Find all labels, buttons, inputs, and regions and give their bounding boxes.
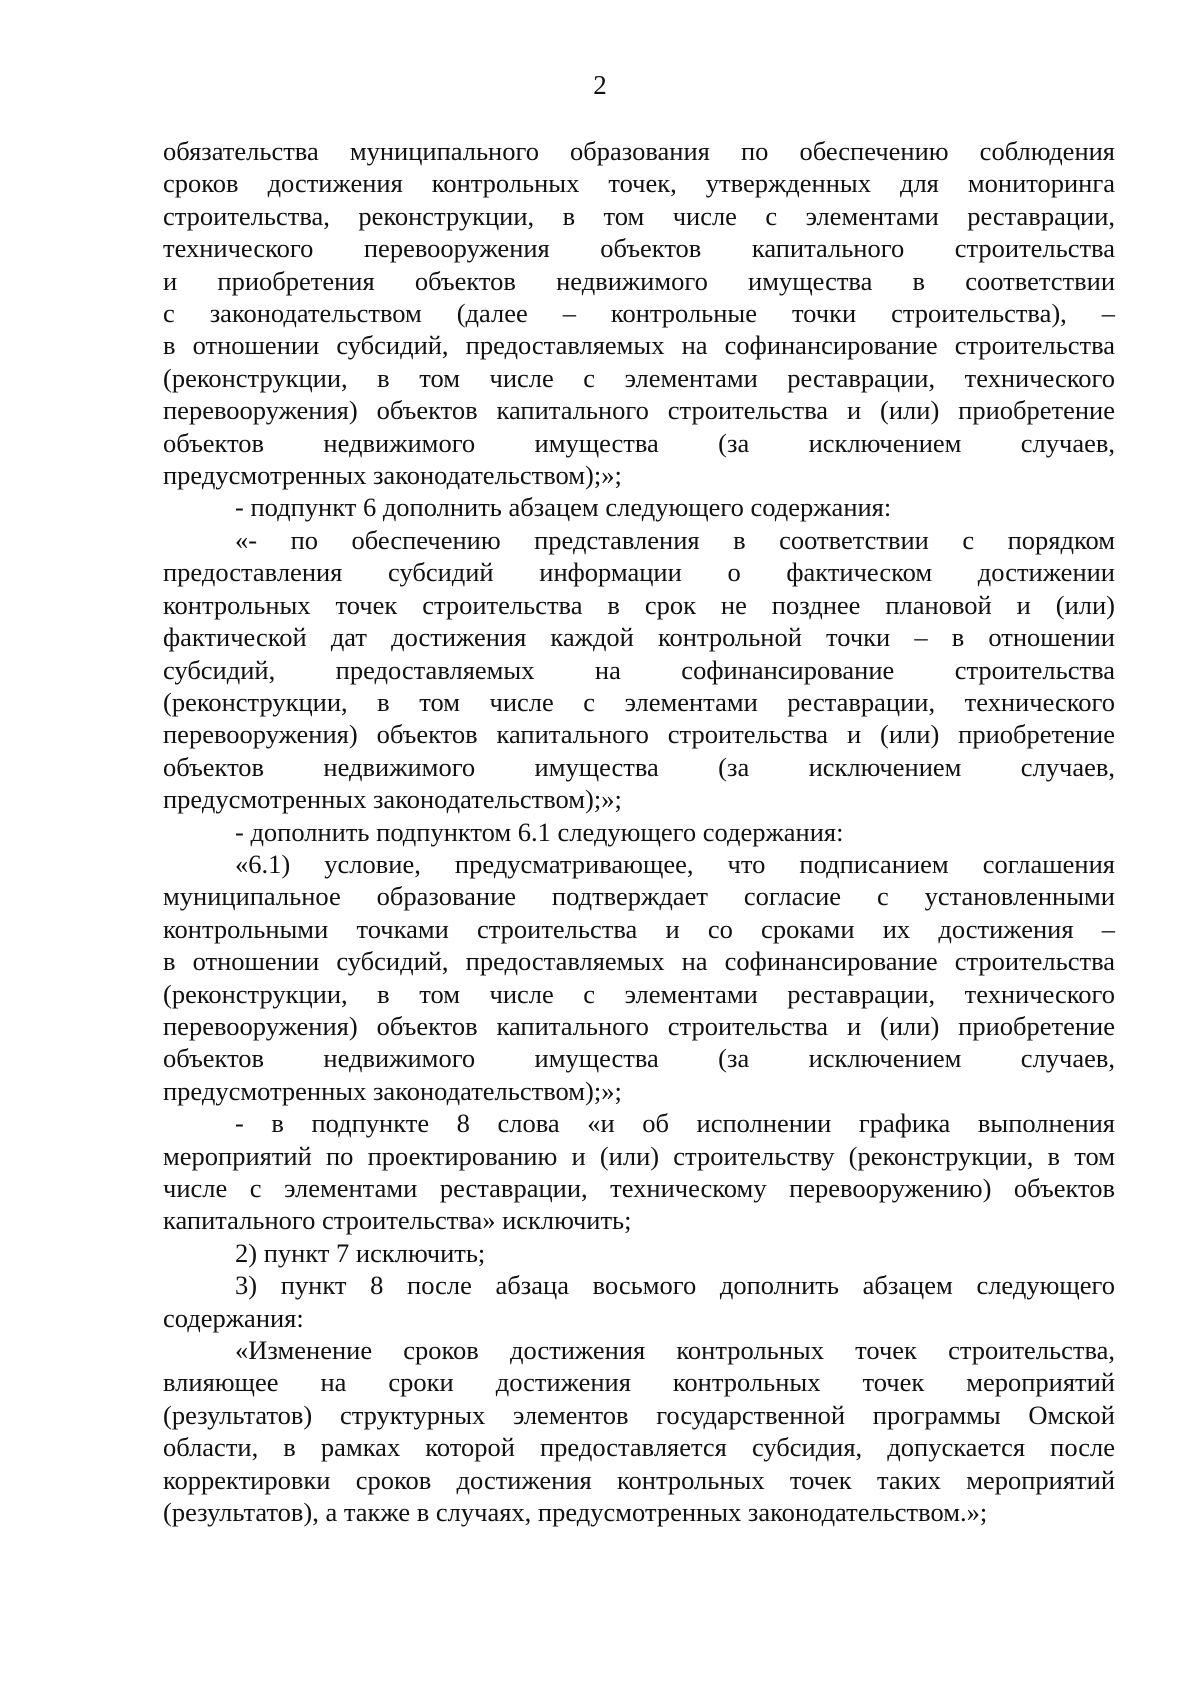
paragraph-continuation bbox=[163, 135, 1115, 491]
text-line: перевооружения) объектов капитального строительства и (или) приобретение bbox=[163, 395, 1115, 426]
text-line: сроков достижения контрольных точек, утвержденных для мониторинга bbox=[163, 168, 1115, 199]
text-line: числе с элементами реставрации, техническому перевооружению) объектов bbox=[163, 1173, 1115, 1203]
text-line: субсидий, предоставляемых на софинансирование строительства bbox=[163, 654, 1115, 685]
text-line: содержания: bbox=[163, 1302, 304, 1333]
text-line: влияющее на сроки достижения контрольных точек мероприятий bbox=[163, 1367, 1115, 1398]
page-number: 2 bbox=[593, 70, 607, 100]
text-line: объектов недвижимого имущества (за исключением случаев, bbox=[163, 1043, 1115, 1074]
paragraph-sub6-intro bbox=[163, 491, 1115, 523]
text-line: - в подпункте 8 слова «и об исполнении графика выполнения bbox=[235, 1108, 1115, 1139]
text-line: мероприятий по проектированию и (или) строительству (реконструкции, в том bbox=[163, 1140, 1115, 1171]
text-line: муниципальное образование подтверждает согласие с установленными bbox=[163, 881, 1115, 912]
text-line: - подпункт 6 дополнить абзацем следующего содержания: bbox=[235, 492, 892, 523]
text-line: - дополнить подпунктом 6.1 следующего содержания: bbox=[235, 816, 844, 847]
text-line: области, в рамках которой предоставляется субсидия, допускается после bbox=[163, 1432, 1115, 1463]
paragraph-sub61-intro bbox=[163, 816, 1115, 848]
text-line: с законодательством (далее – контрольные точки строительства), – bbox=[163, 298, 1115, 329]
text-line: в отношении субсидий, предоставляемых на софинансирование строительства bbox=[163, 946, 1115, 977]
text-line: «Изменение сроков достижения контрольных точек строительства, bbox=[235, 1335, 1115, 1366]
text-line: 2) пункт 7 исключить; bbox=[235, 1237, 486, 1268]
text-line: объектов недвижимого имущества (за исключением случаев, bbox=[163, 751, 1115, 782]
text-line: 3) пункт 8 после абзаца восьмого дополнить абзацем следующего bbox=[235, 1270, 1115, 1301]
text-line: объектов недвижимого имущества (за исключением случаев, bbox=[163, 427, 1115, 458]
paragraph-item3-text bbox=[163, 1334, 1115, 1528]
text-line: капитального строительства» исключить; bbox=[163, 1205, 632, 1236]
text-line: «- по обеспечению представления в соответствии с порядком bbox=[235, 524, 1115, 555]
paragraph-sub61-text bbox=[163, 848, 1115, 1107]
text-line: (результатов) структурных элементов государственной программы Омской bbox=[163, 1399, 1115, 1430]
text-line: предусмотренных законодательством);»; bbox=[163, 784, 622, 815]
text-line: обязательства муниципального образования по обеспечению соблюдения bbox=[163, 136, 1115, 166]
text-line: контрольных точек строительства в срок не позднее плановой и (или) bbox=[163, 589, 1115, 620]
text-line: предусмотренных законодательством);»; bbox=[163, 460, 622, 491]
text-line: фактической дат достижения каждой контрольной точки – в отношении bbox=[163, 622, 1115, 653]
text-line: в отношении субсидий, предоставляемых на софинансирование строительства bbox=[163, 330, 1115, 361]
text-line: корректировки сроков достижения контрольных точек таких мероприятий bbox=[163, 1464, 1115, 1495]
text-line: «6.1) условие, предусматривающее, что подписанием соглашения bbox=[235, 848, 1115, 879]
text-line: строительства, реконструкции, в том числе с элементами реставрации, bbox=[163, 200, 1115, 231]
text-line: перевооружения) объектов капитального строительства и (или) приобретение bbox=[163, 1010, 1115, 1041]
paragraph-item2 bbox=[163, 1237, 1115, 1269]
paragraph-sub6-text bbox=[163, 524, 1115, 816]
paragraph-item3 bbox=[163, 1269, 1115, 1334]
text-line: перевооружения) объектов капитального строительства и (или) приобретение bbox=[163, 719, 1115, 750]
text-line: (реконструкции, в том числе с элементами реставрации, технического bbox=[163, 362, 1115, 393]
text-line: технического перевооружения объектов капитального строительства bbox=[163, 233, 1115, 264]
text-line: предусмотренных законодательством);»; bbox=[163, 1075, 622, 1106]
paragraph-sub8 bbox=[163, 1107, 1115, 1237]
text-line: контрольными точками строительства и со сроками их достижения – bbox=[163, 913, 1115, 944]
text-line: и приобретения объектов недвижимого имущества в соответствии bbox=[163, 265, 1115, 296]
text-line: предоставления субсидий информации о фактическом достижении bbox=[163, 557, 1115, 588]
text-line: (реконструкции, в том числе с элементами реставрации, технического bbox=[163, 686, 1115, 717]
document-body bbox=[163, 135, 1115, 1528]
text-line: (реконструкции, в том числе с элементами реставрации, технического bbox=[163, 978, 1115, 1009]
text-line: (результатов), а также в случаях, предусмотренных законодательством.»; bbox=[163, 1497, 988, 1528]
